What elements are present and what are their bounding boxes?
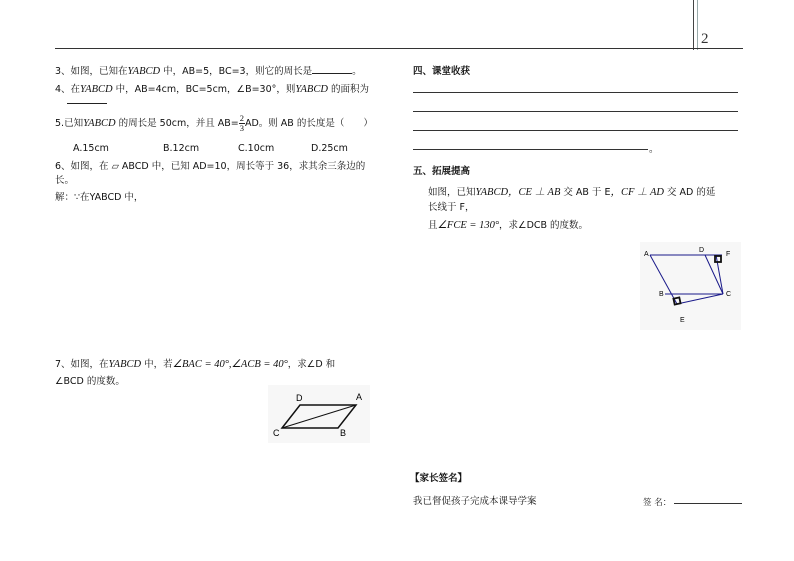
q7-figure-svg [268,385,370,443]
label-d: D [699,247,705,254]
vertex-a-label: A [356,392,363,402]
section-5-title: 五、拓展提高 [413,166,471,177]
question-6-line1: 6、如图，在 ▱ ABCD 中，已知 AD=10，周长等于 36，求其余三条边的 [55,161,366,172]
question-5: 5.已知YABCD 的周长是 50cm，并且 AB= $\frac{2}{3}$ AD。则 AB 的长度是（ ） [55,113,373,133]
notes-line-1[interactable] [413,92,738,93]
parent-confirmation-text: 我已督促孩子完成本课导学案 [413,496,537,507]
question-7-line2: ∠BCD 的度数。 [55,376,125,387]
extension-problem-line2: 长线于 F， [428,202,475,213]
diagonal-ac [282,405,356,428]
solution-line: 解：∵在YABCD 中， [55,192,144,203]
notes-line-3[interactable] [413,130,738,131]
notes-line-4[interactable] [413,149,648,150]
q5-option-d[interactable]: D.25cm [311,143,348,154]
header-rule [55,48,743,49]
label-b: B [659,291,664,298]
question-7-line1: 7、如图，在YABCD 中，若∠BAC = 40°,∠ACB = 40°，求∠D 和 [55,359,336,370]
question-6-line2: 长。 [55,175,75,186]
q7-parallelogram-figure [268,385,370,443]
label-f: F [726,251,731,258]
label-c: C [726,291,732,298]
signature-field[interactable] [674,503,742,504]
label-e: E [680,317,685,324]
header-vertical-rule-light [697,0,698,50]
segment-ce [677,294,723,304]
page-number: 2 [701,31,709,47]
question-3: 3、如图，已知在YABCD 中，AB=5，BC=3，则它的周长是 。 [55,66,362,77]
vertex-c-label: C [273,428,280,438]
answer-blank[interactable] [67,103,107,104]
header-vertical-rule [693,0,694,50]
extension-problem-line3: 且∠FCE = 130°，求∠DCB 的度数。 [428,220,589,231]
segment-cf [716,255,723,294]
label-a: A [644,251,649,258]
q5-option-c[interactable]: C.10cm [238,143,275,154]
extension-figure [640,242,741,330]
answer-blank[interactable] [312,73,352,74]
right-angle-mark-f [715,256,721,262]
q5-option-b[interactable]: B.12cm [163,143,200,154]
notes-line-2[interactable] [413,111,738,112]
period-mark: 。 [649,144,659,155]
parent-signature-title: 【家长签名】 [410,473,468,484]
question-4: 4、在YABCD 中，AB=4cm，BC=5cm，∠B=30°，则YABCD 的面积为 [55,84,369,95]
q5-option-a[interactable]: A.15cm [73,143,109,154]
extension-figure-svg [640,242,741,330]
section-4-title: 四、课堂收获 [413,66,471,77]
signature-label: 签 名： [643,498,672,508]
vertex-d-label: D [296,393,303,403]
fraction: $\frac{2}{3}$ [239,113,244,133]
vertex-b-label: B [340,428,347,438]
extension-problem-line1: 如图，已知YABCD，CE ⊥ AB 交 AB 于 E，CF ⊥ AD 交 AD 的延 [428,187,716,198]
right-angle-mark-e [673,297,680,304]
